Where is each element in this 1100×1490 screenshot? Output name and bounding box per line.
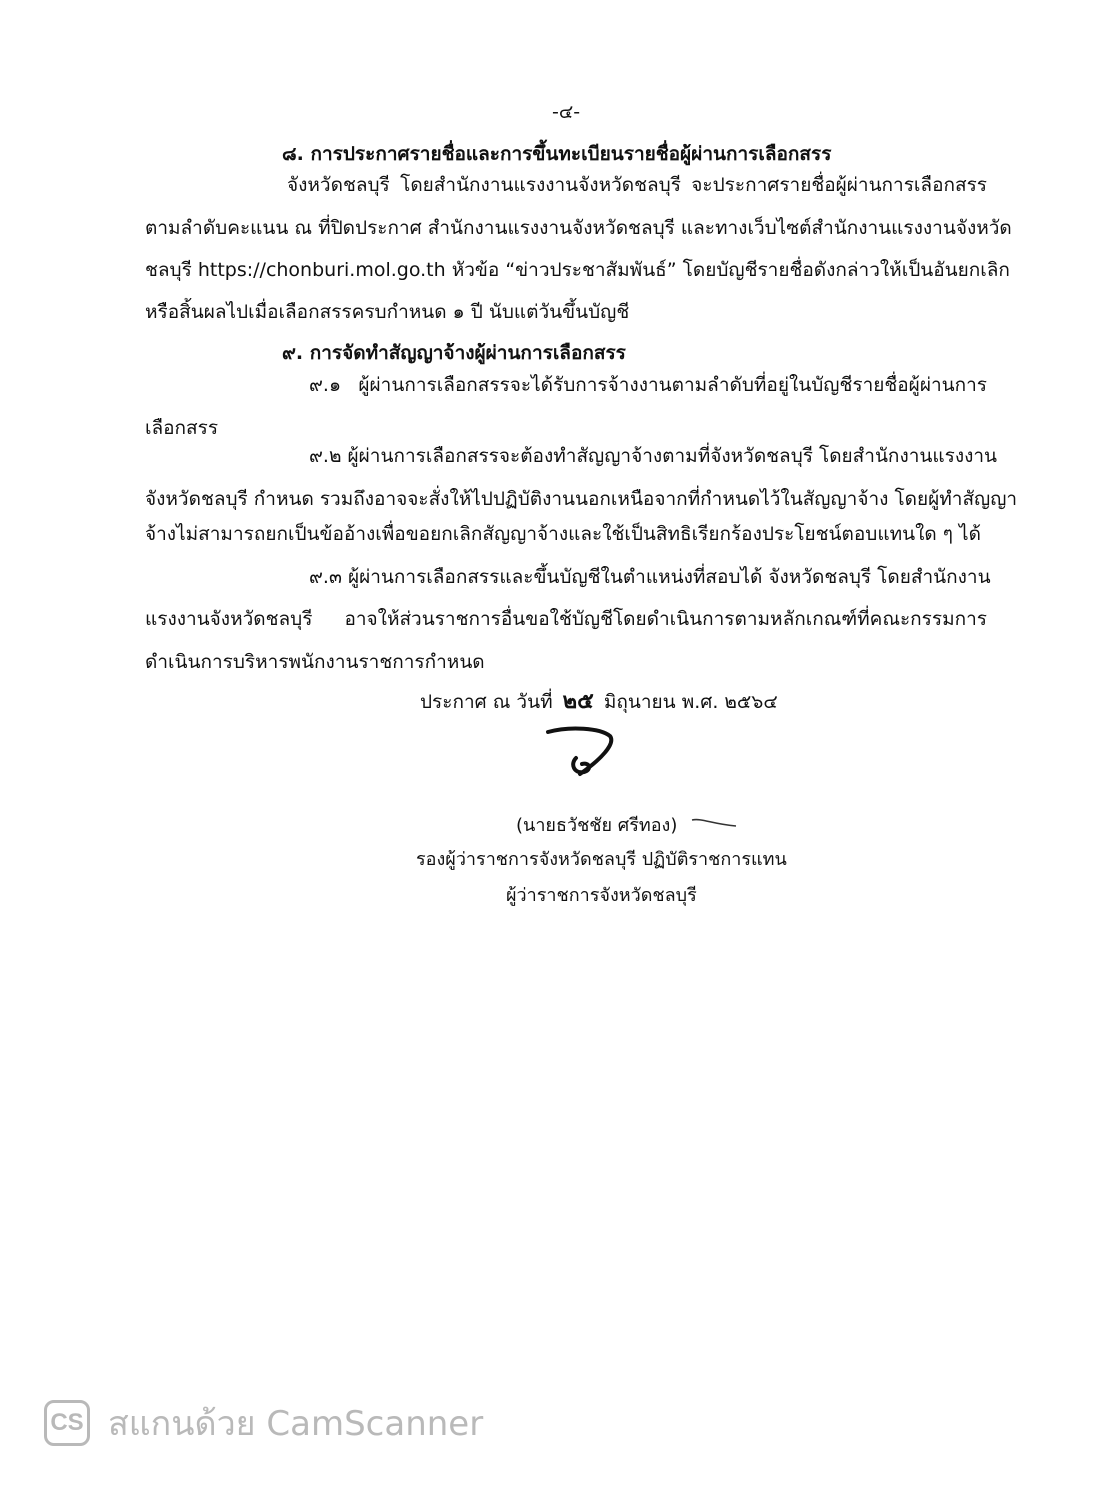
signatory-title-line-2: ผู้ว่าราชการจังหวัดชลบุรี (506, 885, 697, 906)
camscanner-watermark: สแกนด้วย CamScanner (108, 1404, 484, 1444)
announcement-month-year: มิถุนายน พ.ศ. ๒๕๖๔ (603, 691, 778, 713)
signatory-name: (นายธวัชชัย ศรีทอง) (516, 815, 678, 836)
section-8-line-3: ชลบุรี https://chonburi.mol.go.th หัวข้อ “ข่าวประชาสัมพันธ์” โดยบัญชีรายชื่อดังกล่าวให้เป็นอันยกเลิก (145, 259, 1010, 281)
announcement-day: ๒๕ (562, 689, 594, 714)
item-9-3-line-3: ดำเนินการบริหารพนักงานราชการกำหนด (145, 651, 485, 673)
section-8-line-2: ตามลำดับคะแนน ณ ที่ปิดประกาศ สำนักงานแรงงานจังหวัดชลบุรี และทางเว็บไซต์สำนักงานแรงงานจังหวัด (145, 217, 1012, 239)
item-9-2-line-1: ๙.๒ ผู้ผ่านการเลือกสรรจะต้องทำสัญญาจ้างตามที่จังหวัดชลบุรี โดยสำนักงานแรงงาน (309, 445, 998, 467)
initials-mark (690, 812, 740, 832)
item-9-1-line-2: เลือกสรร (145, 417, 219, 439)
item-9-2-line-2: จังหวัดชลบุรี กำหนด รวมถึงอาจจะสั่งให้ไปปฏิบัติงานนอกเหนือจากที่กำหนดไว้ในสัญญาจ้าง โดยผู้ทำสัญญา (145, 488, 1018, 510)
signature-mark (540, 724, 620, 784)
section-8-line-4: หรือสิ้นผลไปเมื่อเลือกสรรครบกำหนด ๑ ปี นับแต่วันขึ้นบัญชี (145, 301, 630, 323)
item-9-3-line-2: แรงงานจังหวัดชลบุรี อาจให้ส่วนราชการอื่นขอใช้บัญชีโดยดำเนินการตามหลักเกณฑ์ที่คณะกรรมการ (145, 608, 987, 630)
announcement-prefix: ประกาศ ณ วันที่ (420, 691, 553, 713)
item-9-3-line-1: ๙.๓ ผู้ผ่านการเลือกสรรและขึ้นบัญชีในตำแหน่งที่สอบได้ จังหวัดชลบุรี โดยสำนักงาน (309, 566, 991, 588)
section-9-heading: ๙. การจัดทำสัญญาจ้างผู้ผ่านการเลือกสรร (282, 342, 626, 364)
item-9-1-line-1: ๙.๑ ผู้ผ่านการเลือกสรรจะได้รับการจ้างงานตามลำดับที่อยู่ในบัญชีรายชื่อผู้ผ่านการ (309, 374, 987, 396)
announcement-date (420, 688, 778, 716)
item-9-2-line-3: จ้างไม่สามารถยกเป็นข้ออ้างเพื่อขอยกเลิกสัญญาจ้างและใช้เป็นสิทธิเรียกร้องประโยชน์ตอบแทนใด ๆ ได้ (145, 523, 981, 545)
section-8-line-1: จังหวัดชลบุรี โดยสำนักงานแรงงานจังหวัดชลบุรี จะประกาศรายชื่อผู้ผ่านการเลือกสรร (287, 174, 987, 196)
camscanner-logo: CS (44, 1400, 90, 1446)
section-8-heading: ๘. การประกาศรายชื่อและการขึ้นทะเบียนรายชื่อผู้ผ่านการเลือกสรร (282, 143, 832, 165)
signatory-title-line-1: รองผู้ว่าราชการจังหวัดชลบุรี ปฏิบัติราชการแทน (416, 849, 787, 870)
page-number: -๔- (552, 101, 581, 123)
